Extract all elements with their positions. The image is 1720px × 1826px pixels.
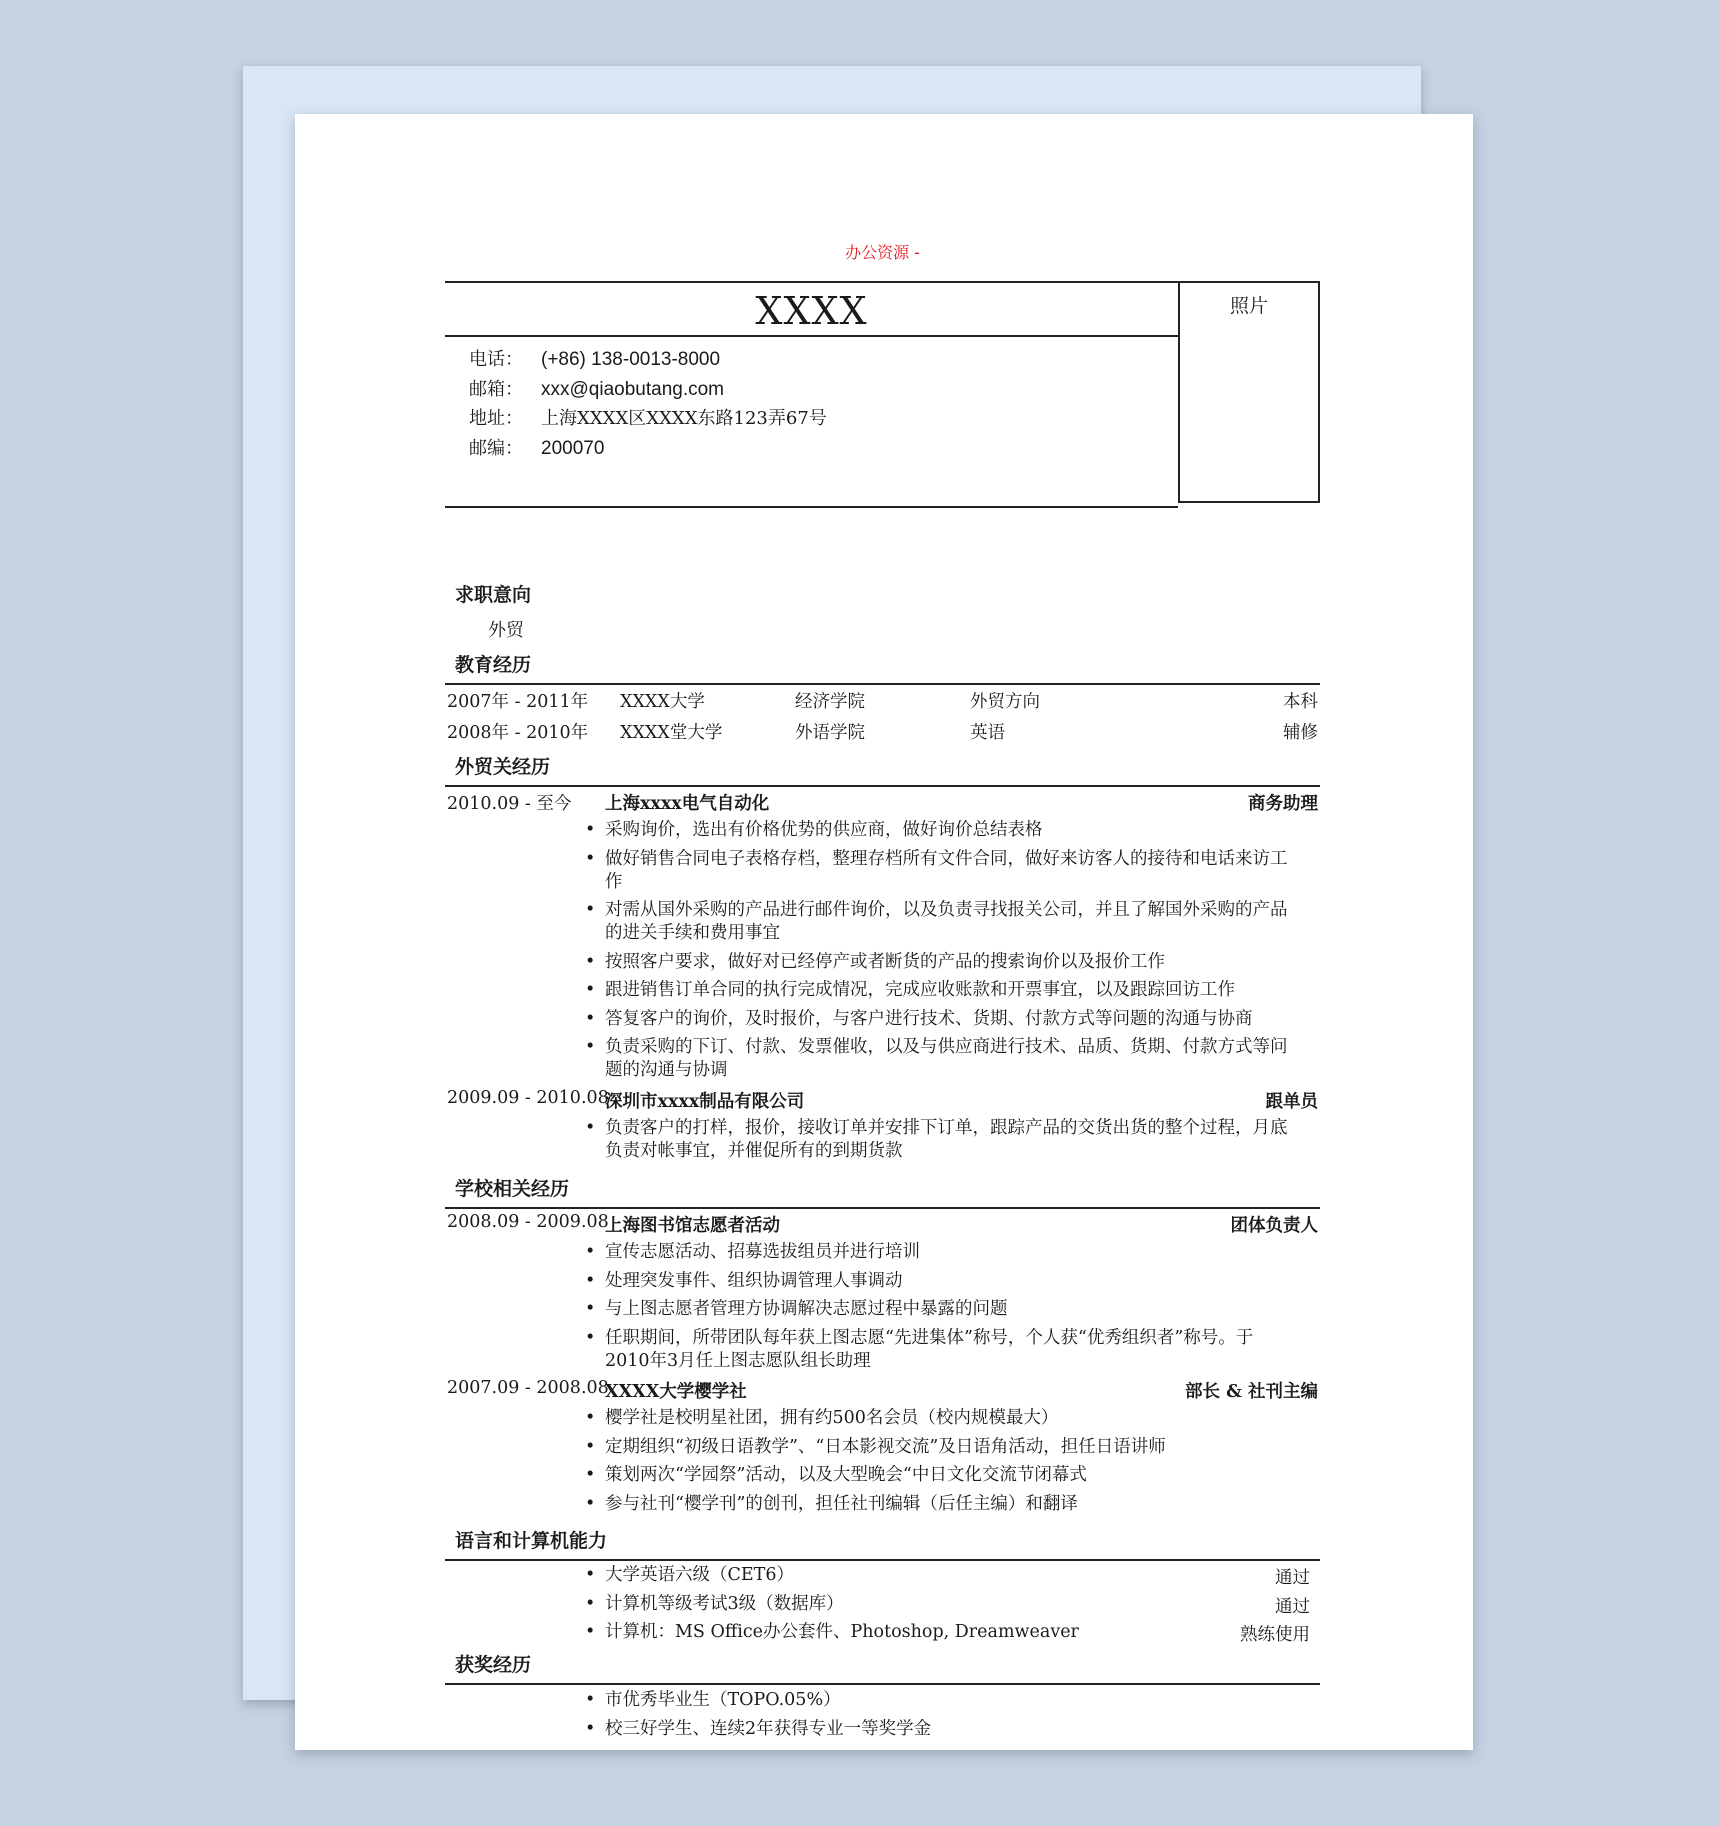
- bullet-item: [605, 1036, 1288, 1082]
- bullet-line: • 参与社刊“樱学刊”的创刊，担任社刊编辑（后任主编）和翻译: [605, 1493, 1078, 1514]
- bullet-line: • 任职期间，所带团队每年获上图志愿“先进集体”称号，个人获“优秀组织者”称号。于: [605, 1327, 1254, 1348]
- school-role: 部长 & 社刊主编: [1185, 1382, 1318, 1402]
- section-rule: [445, 1559, 1320, 1561]
- contact-value: 200070: [541, 437, 605, 459]
- contact-value: 上海XXXX区XXXX东路123弄67号: [541, 408, 827, 429]
- section-title: 求职意向: [455, 584, 532, 606]
- bullet-line: • 答复客户的询价，及时报价，与客户进行技术、货期、付款方式等问题的沟通与协商: [605, 1008, 1253, 1029]
- school-org: 上海图书馆志愿者活动: [605, 1216, 780, 1236]
- bullet-item: [605, 899, 1288, 945]
- edu-period: 2007年 - 2011年: [447, 692, 589, 712]
- school-period: 2008.09 - 2009.08: [447, 1212, 609, 1232]
- bullet-item: [605, 1327, 1253, 1373]
- contact-row: [469, 434, 827, 464]
- photo-box: [1178, 281, 1320, 503]
- contact-label: 地址：: [469, 408, 523, 429]
- section-title: 学校相关经历: [455, 1178, 570, 1200]
- section-rule: [445, 683, 1320, 685]
- skill-status: 通过: [1275, 1596, 1310, 1617]
- bullet-item: [605, 1241, 920, 1264]
- header-mid-rule: [445, 335, 1178, 337]
- skill-status: 通过: [1275, 1568, 1310, 1588]
- contact-row: [469, 345, 827, 375]
- bullet-item: [605, 1407, 1058, 1430]
- edu-school: XXXX堂大学: [620, 723, 723, 743]
- contact-label: 邮箱：: [469, 378, 523, 400]
- bullet-item: [605, 1493, 1078, 1516]
- header-bottom-rule: [445, 506, 1178, 508]
- contact-value: xxx@qiaobutang.com: [541, 378, 724, 400]
- section-rule: [445, 1207, 1320, 1209]
- edu-school: XXXX大学: [620, 692, 705, 712]
- header-top-rule: [445, 281, 1178, 283]
- section-title: 外贸关经历: [455, 756, 551, 778]
- contact-row: [469, 404, 827, 434]
- bullet-line: • 宣传志愿活动、招募选拔组员并进行培训: [605, 1242, 920, 1262]
- edu-period: 2008年 - 2010年: [447, 723, 589, 743]
- contact-label: 邮编：: [469, 437, 523, 459]
- school-org: XXXX大学樱学社: [605, 1382, 747, 1402]
- bullet-item: [605, 1117, 1288, 1163]
- job-company: 深圳市xxxx制品有限公司: [605, 1091, 805, 1112]
- contact-label: 电话：: [469, 349, 523, 370]
- bullet-item: [605, 819, 1043, 842]
- resume-header: [445, 281, 1320, 506]
- edu-degree: 本科: [1283, 692, 1318, 712]
- candidate-name: XXXX: [755, 289, 868, 333]
- section-title: 获奖经历: [455, 1654, 532, 1676]
- bullet-line: 作: [605, 871, 623, 892]
- skill-status: 熟练使用: [1240, 1625, 1310, 1645]
- job-company: 上海xxxx电气自动化: [605, 794, 770, 814]
- bullet-item: [605, 1464, 1087, 1487]
- bullet-line: • 处理突发事件、组织协调管理人事调动: [605, 1270, 903, 1291]
- job-role: 跟单员: [1265, 1091, 1318, 1112]
- skill-item: • 大学英语六级（CET6）: [605, 1564, 794, 1587]
- edu-degree: 辅修: [1283, 723, 1318, 743]
- bullet-line: • 按照客户要求，做好对已经停产或者断货的产品的搜索询价以及报价工作: [605, 951, 1165, 972]
- bullet-line: 题的沟通与协调: [605, 1060, 728, 1080]
- school-period: 2007.09 - 2008.08: [447, 1378, 609, 1398]
- job-period: 2010.09 - 至今: [447, 794, 572, 814]
- bullet-item: [605, 979, 1235, 1002]
- bullet-line: 的进关手续和费用事宜: [605, 923, 780, 943]
- edu-major: 外贸方向: [970, 692, 1040, 712]
- bullet-line: • 定期组织“初级日语教学”、“日本影视交流”及日语角活动，担任日语讲师: [605, 1436, 1166, 1457]
- bullet-line: • 对需从国外采购的产品进行邮件询价，以及负责寻找报关公司，并且了解国外采购的产品: [605, 900, 1288, 920]
- photo-label: 照片: [1229, 295, 1268, 317]
- job-role: 商务助理: [1248, 794, 1318, 814]
- bullet-line: 负责对帐事宜，并催促所有的到期货款: [605, 1140, 903, 1161]
- objective-value: 外贸: [488, 620, 524, 641]
- edu-college: 外语学院: [795, 723, 865, 743]
- bullet-line: • 做好销售合同电子表格存档，整理存档所有文件合同，做好来访客人的接待和电话来访工: [605, 848, 1288, 869]
- bullet-line: • 策划两次“学园祭”活动，以及大型晚会“中日文化交流节闭幕式: [605, 1465, 1087, 1485]
- school-role: 团体负责人: [1230, 1216, 1318, 1236]
- bullet-line: • 采购询价，选出有价格优势的供应商，做好询价总结表格: [605, 820, 1043, 840]
- bullet-line: • 与上图志愿者管理方协调解决志愿过程中暴露的问题: [605, 1299, 1008, 1319]
- bullet-line: • 负责采购的下订、付款、发票催收，以及与供应商进行技术、品质、货期、付款方式等问: [605, 1037, 1288, 1057]
- bullet-item: [605, 1008, 1253, 1031]
- award-item: • 校三好学生、连续2年获得专业一等奖学金: [605, 1718, 931, 1741]
- job-period: 2009.09 - 2010.08: [447, 1087, 609, 1108]
- contact-info: [469, 345, 827, 463]
- contact-row: [469, 375, 827, 405]
- bullet-item: [605, 951, 1165, 974]
- section-rule: [445, 1683, 1320, 1685]
- section-title: 教育经历: [455, 654, 532, 676]
- award-item: • 市优秀毕业生（TOPO.05%）: [605, 1689, 841, 1712]
- bullet-item: [605, 1436, 1166, 1459]
- edu-major: 英语: [970, 723, 1005, 743]
- bullet-line: • 跟进销售订单合同的执行完成情况，完成应收账款和开票事宜，以及跟踪回访工作: [605, 980, 1235, 1000]
- section-rule: [445, 785, 1320, 787]
- contact-value: (+86) 138-0013-8000: [541, 349, 721, 370]
- skill-item: • 计算机：MS Office办公套件、Photoshop, Dreamweaver: [605, 1621, 1079, 1644]
- edu-college: 经济学院: [795, 692, 865, 712]
- bullet-line: 2010年3月任上图志愿队组长助理: [605, 1350, 871, 1371]
- watermark: 办公资源 -: [845, 243, 920, 262]
- bullet-item: [605, 1298, 1008, 1321]
- resume-page: [295, 114, 1473, 1750]
- bullet-line: • 负责客户的打样，报价，接收订单并安排下订单，跟踪产品的交货出货的整个过程，月底: [605, 1117, 1288, 1138]
- bullet-item: [605, 1270, 903, 1293]
- skill-item: • 计算机等级考试3级（数据库）: [605, 1593, 844, 1616]
- bullet-line: • 樱学社是校明星社团，拥有约500名会员（校内规模最大）: [605, 1408, 1059, 1428]
- section-title: 语言和计算机能力: [455, 1530, 608, 1552]
- bullet-item: [605, 848, 1288, 894]
